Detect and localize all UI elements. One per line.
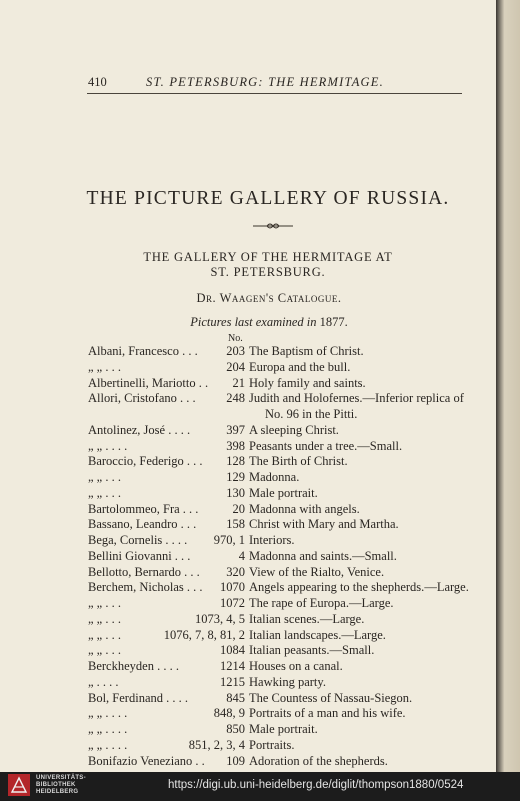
picture-title: Madonna and saints. <box>249 548 353 563</box>
catalogue-row <box>0 565 496 580</box>
artist-name: Berckheyden . . . . <box>88 659 179 673</box>
picture-number: 1215 <box>220 674 245 689</box>
picture-title: The Baptism of Christ. <box>249 344 364 358</box>
artist-name: Bega, Cornelis . . . . <box>88 533 188 547</box>
library-logo <box>8 772 108 798</box>
picture-title: Male portrait. <box>249 485 318 500</box>
logo-text-1: UNIVERSITÄTS- <box>36 775 86 781</box>
subtitle-line-1: THE GALLERY OF THE HERMITAGE AT <box>143 250 393 264</box>
picture-title: Hawking party. <box>249 674 326 689</box>
picture-entry <box>249 706 406 721</box>
picture-number: 129 <box>226 470 245 484</box>
picture-number: 398 <box>226 438 245 453</box>
picture-note: —Small. <box>357 438 403 453</box>
picture-entry <box>249 502 360 517</box>
picture-title: Male portrait. <box>249 722 318 736</box>
picture-entry <box>249 738 294 753</box>
picture-entry <box>249 580 469 595</box>
catalogue-heading: Dr. Waagen's Catalogue. <box>196 291 342 305</box>
picture-entry <box>249 439 402 454</box>
picture-title: A sleeping Christ. <box>249 422 339 437</box>
catalogue-row <box>0 722 496 737</box>
artist-name: Bartolommeo, Fra . . . <box>88 501 199 516</box>
picture-entry <box>249 423 339 438</box>
artist-name: „ „ . . . . <box>88 706 128 721</box>
picture-number: 1214 <box>220 659 245 673</box>
picture-title: Judith and Holofernes. <box>249 391 363 406</box>
artist-name: Antolinez, José . . . . <box>88 422 191 437</box>
picture-number: 850 <box>226 722 245 736</box>
catalogue-row <box>0 549 496 564</box>
picture-entry <box>249 612 364 627</box>
picture-entry <box>249 344 364 359</box>
picture-note: —Inferior replica of <box>362 391 464 406</box>
catalogue-row <box>0 580 496 595</box>
picture-title: Adoration of the shepherds. <box>249 753 388 768</box>
picture-number: 1073, 4, 5 <box>195 611 245 626</box>
artist-name: Bol, Ferdinand . . . . <box>88 690 188 705</box>
main-title: THE PICTURE GALLERY OF RUSSIA. <box>86 188 450 209</box>
picture-number: 1070 <box>220 580 245 595</box>
catalogue-row <box>0 517 496 532</box>
picture-number: 1076, 7, 8, 81, 2 <box>163 627 245 642</box>
picture-title: Houses on a canal. <box>249 659 343 673</box>
picture-entry <box>249 722 318 737</box>
picture-title: Italian peasants. <box>249 643 330 658</box>
library-seal-icon <box>8 774 30 796</box>
picture-note: —Large. <box>341 627 386 642</box>
logo-text-2: BIBLIOTHEK <box>36 782 76 788</box>
catalogue-row <box>0 675 496 690</box>
picture-note: —Large. <box>424 580 469 595</box>
next-page-edge <box>496 0 520 772</box>
picture-note: —Small. <box>329 643 375 658</box>
header-rule <box>87 93 462 94</box>
catalogue-row <box>0 659 496 674</box>
picture-title: The rape of Europa. <box>249 596 349 610</box>
picture-entry <box>249 360 350 375</box>
picture-entry <box>249 470 299 485</box>
catalogue-row <box>0 376 496 391</box>
catalogue-row <box>0 423 496 438</box>
picture-title: Europa and the bull. <box>249 359 351 374</box>
picture-entry <box>249 407 357 422</box>
picture-note: —Large. <box>319 611 365 626</box>
picture-entry <box>249 486 318 501</box>
picture-entry <box>249 643 374 658</box>
catalogue-row <box>0 470 496 485</box>
catalogue-row <box>0 691 496 706</box>
picture-entry <box>249 533 294 548</box>
artist-name: Allori, Cristofano . . . <box>88 391 196 406</box>
picture-number: 109 <box>226 753 245 768</box>
picture-title: The Birth of Christ. <box>249 454 348 469</box>
picture-number: 851, 2, 3, 4 <box>188 737 245 752</box>
examined-prefix: Pictures last examined in <box>190 315 317 329</box>
picture-note: No. 96 in the Pitti. <box>265 407 358 421</box>
picture-number: 1084 <box>220 643 245 658</box>
picture-number: 21 <box>232 375 245 390</box>
catalogue-row <box>0 706 496 721</box>
catalogue-row <box>0 439 496 454</box>
picture-number: 203 <box>226 344 245 358</box>
picture-number: 397 <box>226 422 245 437</box>
catalogue-row <box>0 612 496 627</box>
picture-number: 848, 9 <box>213 706 245 721</box>
examined-year: 1877. <box>319 315 348 329</box>
picture-title: Peasants under a tree. <box>249 438 358 453</box>
artist-name: Berchem, Nicholas . . . <box>88 580 203 595</box>
artist-name: „ „ . . . . <box>88 438 128 453</box>
artist-name: „ „ . . . <box>88 470 121 484</box>
picture-number: 1072 <box>220 596 245 610</box>
artist-name: „ „ . . . <box>88 359 121 374</box>
picture-entry <box>249 549 397 564</box>
picture-number: 20 <box>232 501 245 516</box>
picture-entry <box>249 517 399 532</box>
picture-title: Italian scenes. <box>249 611 320 626</box>
picture-entry <box>249 659 343 674</box>
artist-name: Albani, Francesco . . . <box>88 344 198 358</box>
catalogue-row <box>0 754 496 769</box>
examined-line <box>0 315 496 330</box>
artist-name: „ „ . . . <box>88 611 121 626</box>
artist-name: Albertinelli, Mariotto . . <box>88 375 209 390</box>
picture-entry <box>249 675 326 690</box>
catalogue-row <box>0 391 496 406</box>
running-title: ST. PETERSBURG: THE HERMITAGE. <box>146 75 384 89</box>
logo-text-3: HEIDELBERG <box>36 789 79 795</box>
picture-title: Portraits of a man and his wife. <box>249 706 406 721</box>
picture-number: 128 <box>226 454 245 469</box>
picture-title: Holy family and saints. <box>249 375 366 390</box>
artist-name: Baroccio, Federigo . . . <box>88 454 203 469</box>
artist-name: „ „ . . . <box>88 596 121 610</box>
catalogue-row <box>0 596 496 611</box>
picture-title: Italian landscapes. <box>249 627 342 642</box>
picture-title: Madonna. <box>249 470 300 484</box>
picture-title: Portraits. <box>249 737 295 752</box>
picture-entry <box>249 454 348 469</box>
picture-note: —Large. <box>348 596 394 610</box>
artist-name: „ „ . . . . <box>88 737 128 752</box>
picture-number: 970, 1 <box>213 533 245 547</box>
picture-entry <box>249 376 366 391</box>
picture-title: Interiors. <box>249 533 295 547</box>
source-url-link[interactable]: https://digi.ub.uni-heidelberg.de/diglit/thompson1880/0524 <box>168 779 464 791</box>
picture-title: Angels appearing to the shepherds. <box>249 580 425 595</box>
picture-title: Madonna with angels. <box>249 501 360 516</box>
number-column-header: No. <box>228 333 243 344</box>
picture-number: 204 <box>226 359 245 374</box>
picture-number: 248 <box>226 391 245 406</box>
picture-number: 4 <box>238 548 245 563</box>
catalogue-row <box>0 407 496 422</box>
picture-entry <box>249 754 388 769</box>
picture-entry <box>249 628 386 643</box>
catalogue-row <box>0 738 496 753</box>
picture-title: The Countess of Nassau-Siegon. <box>249 690 413 705</box>
artist-name: Bassano, Leandro . . . <box>88 517 197 532</box>
artist-name: „ „ . . . . <box>88 722 128 736</box>
picture-entry <box>249 565 384 580</box>
catalogue-row <box>0 486 496 501</box>
artist-name: Bellotto, Bernardo . . . <box>88 564 200 579</box>
picture-entry <box>249 391 464 406</box>
catalogue-row <box>0 628 496 643</box>
picture-entry <box>249 691 412 706</box>
picture-entry <box>249 596 394 611</box>
picture-title: View of the Rialto, Venice. <box>249 564 385 579</box>
running-header <box>0 75 496 91</box>
picture-note: —Small. <box>352 548 397 563</box>
artist-name: „ „ . . . <box>88 643 121 658</box>
picture-number: 158 <box>226 517 245 532</box>
picture-title: Christ with Mary and Martha. <box>249 517 399 532</box>
catalogue-row <box>0 502 496 517</box>
catalogue-row <box>0 360 496 375</box>
artist-name: „ . . . . <box>88 674 119 689</box>
artist-name: Bonifazio Veneziano . . <box>88 753 205 768</box>
artist-name: „ „ . . . <box>88 627 121 642</box>
page-number: 410 <box>88 75 107 89</box>
picture-number: 130 <box>226 485 245 500</box>
artist-name: „ „ . . . <box>88 485 121 500</box>
catalogue-row <box>0 454 496 469</box>
subtitle-line-2: ST. PETERSBURG. <box>210 265 326 279</box>
catalogue-row <box>0 344 496 359</box>
picture-number: 320 <box>226 564 245 579</box>
catalogue-row <box>0 643 496 658</box>
artist-name: Bellini Giovanni . . . <box>88 548 191 563</box>
picture-number: 845 <box>226 690 245 705</box>
catalogue-row <box>0 533 496 548</box>
ornament-icon <box>253 222 293 230</box>
